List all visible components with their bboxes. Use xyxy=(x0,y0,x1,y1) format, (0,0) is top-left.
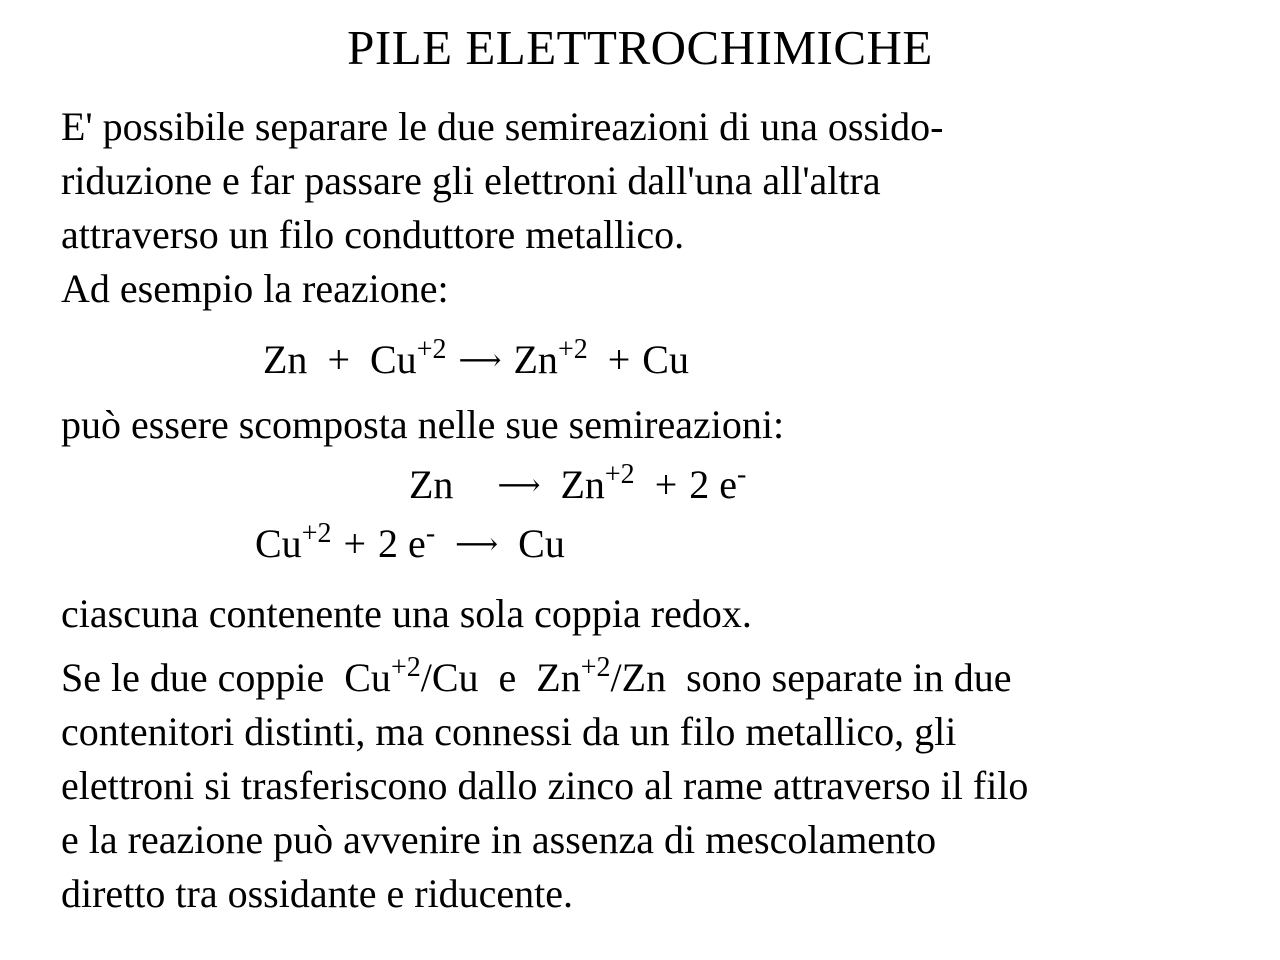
overall-reaction xyxy=(263,335,689,386)
charge: - xyxy=(737,459,747,490)
couple-cu-rest: /Cu xyxy=(420,655,479,700)
charge: +2 xyxy=(390,652,421,683)
charge: +2 xyxy=(301,518,332,549)
reaction-arrow-icon: ⟶ xyxy=(458,343,502,378)
reaction-arrow-icon: ⟶ xyxy=(455,527,499,562)
charge: +2 xyxy=(416,334,447,365)
plus-sign: + xyxy=(654,462,678,507)
text: sono separate in due xyxy=(666,655,1012,700)
text: Se le due coppie xyxy=(61,655,345,700)
couple-cu-ion: Cu xyxy=(344,655,391,700)
couple-zn-rest: /Zn xyxy=(610,655,667,700)
text: e xyxy=(478,655,537,700)
half-reaction-reduction xyxy=(255,519,565,570)
product-cu: Cu xyxy=(642,337,689,382)
half-reaction-oxidation xyxy=(409,460,746,511)
intro-line: Ad esempio la reazione: xyxy=(61,266,449,311)
product-cu: Cu xyxy=(518,521,565,566)
intro-paragraph xyxy=(61,100,944,316)
product-zn: Zn xyxy=(560,462,605,507)
plus-sign: + xyxy=(607,337,631,382)
electrons: 2 e xyxy=(689,462,738,507)
reactant-cu: Cu xyxy=(255,521,302,566)
final-line: e la reazione può avvenire in assenza di mescolamento xyxy=(61,817,937,862)
reaction-arrow-icon: ⟶ xyxy=(497,468,541,503)
product-zn: Zn xyxy=(513,337,558,382)
couple-zn-ion: Zn xyxy=(536,655,581,700)
final-line: elettroni si trasferiscono dallo zinco al rame attraverso il filo xyxy=(61,763,1029,808)
plus-sign: + xyxy=(343,521,367,566)
reactant-cu: Cu xyxy=(370,337,417,382)
charge: +2 xyxy=(557,334,588,365)
charge: +2 xyxy=(580,652,611,683)
intro-line: riduzione e far passare gli elettroni dall'una all'altra xyxy=(61,158,881,203)
final-paragraph xyxy=(61,651,1028,921)
intro-line: E' possibile separare le due semireazioni di una ossido- xyxy=(61,104,944,149)
final-line: contenitori distinti, ma connessi da un filo metallico, gli xyxy=(61,709,957,754)
final-line: diretto tra ossidante e riducente. xyxy=(61,871,574,916)
final-line-1 xyxy=(61,651,1028,705)
reactant-zn: Zn xyxy=(409,462,454,507)
charge: +2 xyxy=(604,459,635,490)
plus-sign: + xyxy=(327,337,350,382)
page-title: PILE ELETTROCHIMICHE xyxy=(347,20,933,75)
charge: - xyxy=(425,518,436,549)
decomposition-line: può essere scomposta nelle sue semireazioni: xyxy=(61,402,785,447)
electrons: 2 e xyxy=(378,521,426,566)
reactant-zn: Zn xyxy=(263,337,308,382)
intro-line: attraverso un filo conduttore metallico. xyxy=(61,212,685,257)
redox-line: ciascuna contenente una sola coppia redox. xyxy=(61,591,752,636)
